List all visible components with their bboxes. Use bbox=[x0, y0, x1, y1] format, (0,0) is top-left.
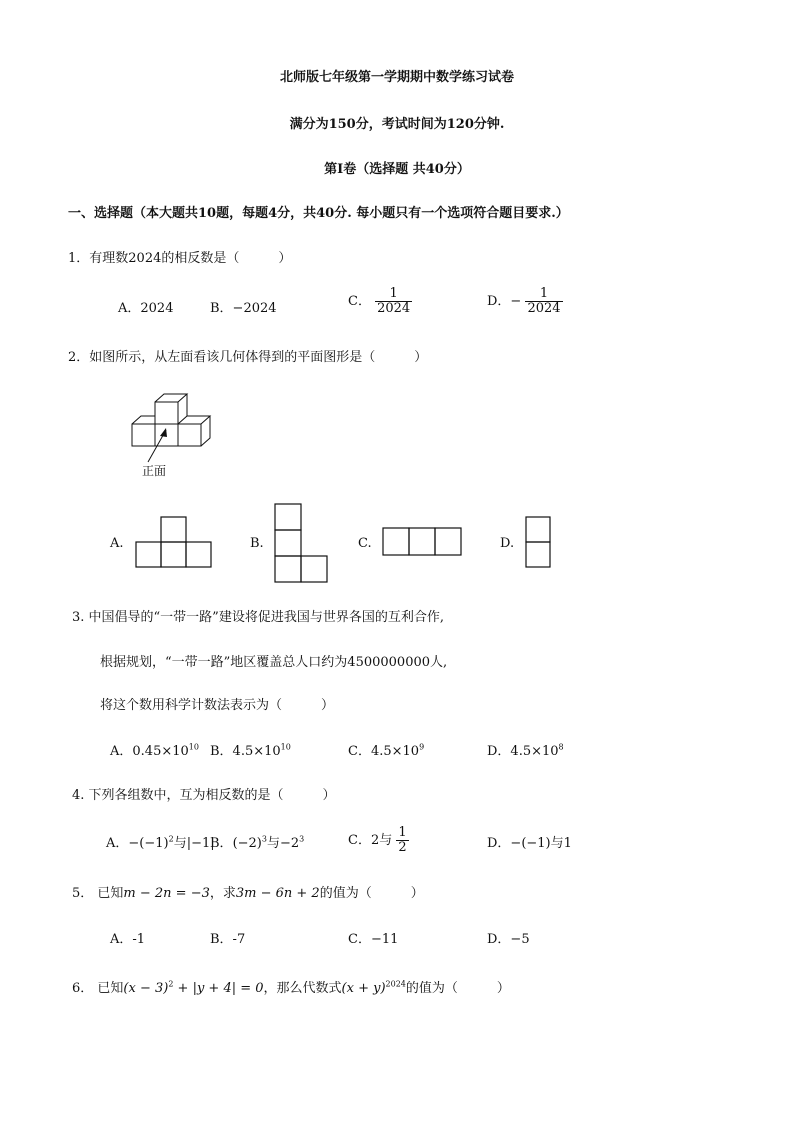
front-label: 正面 bbox=[142, 464, 167, 478]
q5-expression: 3m − 6n + 2 bbox=[235, 886, 320, 901]
question-3-line-2: 根据规划，“一带一路”地区覆盖总人口约为4500000000人, bbox=[100, 655, 448, 670]
q5-condition: m − 2n = −3 bbox=[123, 886, 210, 901]
q5-stem-post: 的值为（ ） bbox=[319, 886, 424, 901]
q4-option-a-exp1: 2 bbox=[168, 834, 174, 844]
q1-option-a: A．2024 bbox=[118, 301, 174, 316]
q2-option-c-label: C. bbox=[358, 536, 372, 551]
q3-option-b bbox=[210, 740, 291, 759]
fraction-numerator: 1 bbox=[375, 287, 412, 302]
q2-option-a-figure bbox=[135, 515, 215, 570]
fraction-numerator: 1 bbox=[398, 825, 407, 840]
q2-option-a-label: A. bbox=[110, 536, 124, 551]
page-title: 北师版七年级第一学期期中数学练习试卷 bbox=[279, 70, 514, 85]
q4-option-b-exp1: 3 bbox=[261, 834, 267, 844]
q5-option-d: D．−5 bbox=[487, 932, 530, 947]
cube-left-top bbox=[132, 416, 155, 424]
q6-expr3: (x + y) bbox=[341, 981, 386, 996]
q3-option-c bbox=[348, 740, 424, 759]
question-3-line-3: 将这个数用科学计数法表示为（ ） bbox=[100, 698, 335, 713]
q4-option-a bbox=[106, 832, 215, 851]
q4-option-b-mid: 与 bbox=[266, 836, 280, 851]
q3-option-d bbox=[487, 740, 564, 759]
q3-option-a bbox=[110, 740, 199, 759]
fraction-denominator: 2024 bbox=[527, 301, 561, 316]
q1-option-c-fraction bbox=[375, 287, 412, 316]
q3-option-c-exp: 9 bbox=[419, 742, 425, 752]
q6-stem-mid: ，那么代数式 bbox=[263, 981, 342, 996]
q2-option-b-label: B. bbox=[250, 536, 264, 551]
q1-option-c bbox=[348, 287, 412, 316]
section-heading: 一、选择题（本大题共10题，每题4分，共40分. 每小题只有一个选项符合题目要求.） bbox=[68, 206, 569, 221]
q3-option-a-exp: 10 bbox=[188, 742, 199, 752]
q6-expr1: (x − 3) bbox=[123, 981, 169, 996]
q5-stem-pre: 5． 已知 bbox=[72, 886, 124, 901]
q4-option-b-expr1: (−2) bbox=[232, 836, 262, 851]
question-5-stem bbox=[72, 882, 424, 901]
question-4-stem: 4. 下列各组数中，互为相反数的是（ ） bbox=[72, 788, 336, 803]
q6-stem-pre: 6． 已知 bbox=[72, 981, 124, 996]
q4-option-a-label: A． bbox=[106, 836, 129, 851]
q4-option-b-label: B． bbox=[210, 836, 233, 851]
q6-exp1: 2 bbox=[168, 979, 174, 989]
question-1-stem: 1．有理数2024的相反数是（ ） bbox=[68, 251, 292, 266]
q5-option-a: A．-1 bbox=[110, 932, 146, 947]
exam-info: 满分为150分，考试时间为120分钟. bbox=[289, 117, 505, 132]
q3-option-b-exp: 10 bbox=[280, 742, 291, 752]
q6-stem-post: 的值为（ ） bbox=[405, 981, 510, 996]
q1-option-b: B．−2024 bbox=[210, 301, 277, 316]
q4-option-a-mid: 与 bbox=[173, 836, 187, 851]
volume-title: 第Ⅰ卷（选择题 共40分） bbox=[324, 162, 470, 177]
q4-option-d: D．−(−1)与1 bbox=[487, 836, 572, 851]
q3-option-d-base: D．4.5×10 bbox=[487, 744, 559, 759]
cube-top-top bbox=[155, 394, 187, 402]
q1-option-c-label: C． bbox=[348, 294, 371, 309]
question-2-stem: 2．如图所示，从左面看该几何体得到的平面图形是（ ） bbox=[68, 350, 428, 365]
q3-option-c-base: C．4.5×10 bbox=[348, 744, 420, 759]
q5-stem-mid: ，求 bbox=[209, 886, 236, 901]
q5-option-b: B．-7 bbox=[210, 932, 246, 947]
q3-option-a-base: A．0.45×10 bbox=[110, 744, 189, 759]
q3-option-d-exp: 8 bbox=[558, 742, 564, 752]
q4-option-a-expr1: −(−1) bbox=[128, 836, 169, 851]
cube-right bbox=[178, 424, 201, 446]
q6-expr2: + |y + 4| = 0 bbox=[173, 981, 264, 996]
q4-option-b-exp2: 3 bbox=[299, 834, 305, 844]
front-arrow-head bbox=[160, 428, 167, 437]
cube-left bbox=[132, 424, 155, 446]
cube-right-top bbox=[187, 416, 210, 424]
q2-option-d-label: D. bbox=[500, 536, 515, 551]
q4-option-c bbox=[348, 826, 409, 855]
q3-option-b-base: B．4.5×10 bbox=[210, 744, 281, 759]
q6-exp3: 2024 bbox=[385, 979, 406, 989]
q4-option-c-fraction bbox=[396, 826, 408, 855]
q4-option-c-label: C．2与 bbox=[348, 833, 393, 848]
fraction-denominator: 2 bbox=[398, 840, 407, 855]
q2-option-d-figure bbox=[524, 515, 554, 570]
q5-option-c: C．−11 bbox=[348, 932, 399, 947]
q1-option-d bbox=[487, 287, 563, 316]
fraction-numerator: 1 bbox=[525, 287, 562, 302]
question-6-stem bbox=[72, 977, 510, 996]
q4-option-a-expr2: |−1| bbox=[186, 836, 215, 851]
q4-option-b bbox=[210, 832, 304, 851]
solid-figure bbox=[126, 390, 226, 480]
q2-option-c-figure bbox=[382, 526, 466, 558]
q1-option-d-fraction bbox=[525, 287, 562, 316]
cube-top-front bbox=[155, 402, 178, 424]
q2-option-b-figure bbox=[274, 502, 334, 584]
q4-option-b-expr2: −2 bbox=[279, 836, 300, 851]
question-3-line-1: 3. 中国倡导的“一带一路”建设将促进我国与世界各国的互利合作, bbox=[72, 610, 444, 625]
q1-option-d-label: D．− bbox=[487, 294, 522, 309]
fraction-denominator: 2024 bbox=[377, 301, 411, 316]
